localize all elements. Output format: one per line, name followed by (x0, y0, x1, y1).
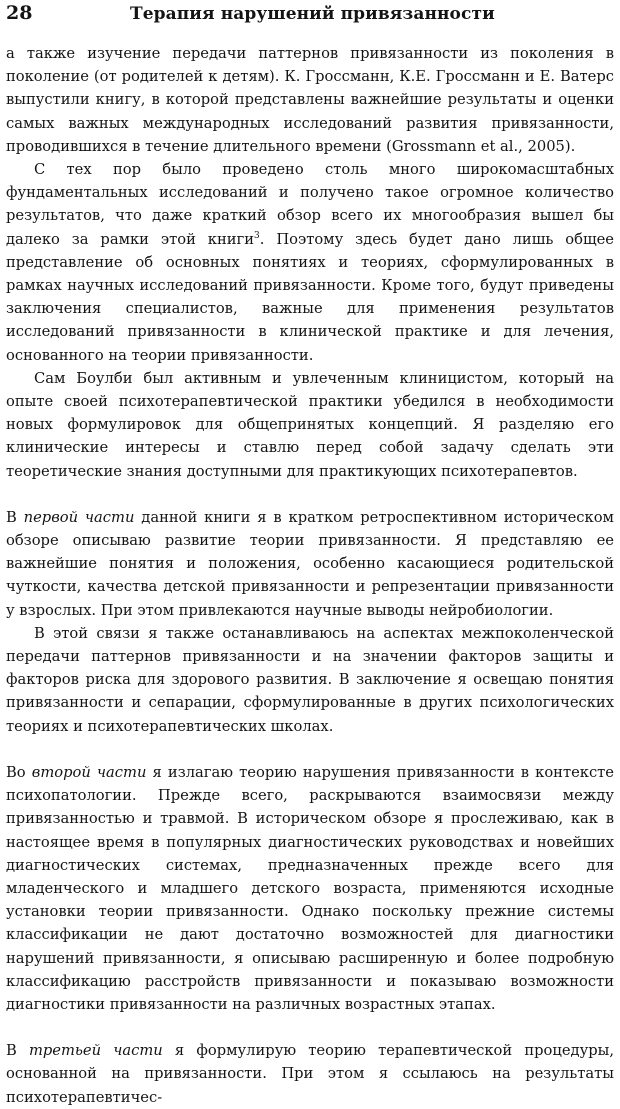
paragraph-lead: В (6, 508, 24, 526)
paragraph-lead: Во (6, 763, 32, 781)
emphasis-third-part: третьей части (28, 1042, 163, 1060)
paragraph-2-text-start: С тех пор было проведено столь много широкомасштабных фундаментальных исследований и получено такое огромное количество результатов, что даже краткий обзор всего их многообразия вышел бы далеко за рамки этой книги (6, 161, 614, 248)
paragraph-rest: данной книги я в кратком ретроспективном историческом обзоре описываю развитие теории привязанности. Я представляю ее важнейшие понятия и положения, особенно касающиеся родительской чуткости, качества детской привязанности и репрезентации привязанности у взрослых. При этом привлекаются научные выводы нейробиологии. (6, 508, 614, 619)
paragraph-rest: я излагаю теорию нарушения привязанности в контексте психопатологии. Прежде всего, раскрываются взаимосвязи между привязанностью и травмой. В историческом обзоре я прослеживаю, как в настоящее время в популярных диагностических руководствах и новейших диагностических системах, предназначенных прежде всего для младенческого и младшего детского возраста, применяются исходные установки теории привязанности. Однако поскольку прежние системы классификации не дают достаточно возможностей для диагностики нарушений привязанности, я описываю расширенную и более подробную классификацию расстройств привязанности и показываю возможности диагностики привязанности на различных возрастных этапах. (6, 763, 615, 1013)
paragraph-rest: я формулирую теорию терапевтической процедуры, основанной на привязанности. При этом я ссылаюсь на результаты психотерапевтичес- (6, 1042, 614, 1106)
paragraph-lead: В (6, 1042, 29, 1060)
paragraph-5: В этой связи я также останавливаюсь на аспектах межпоколенческой передачи паттернов привязанности и на значении факторов защиты и факторов риска для здорового развития. В заключение я освещаю понятия привязанности и сепарации, сформулированные в других психологических теориях и психотерапевтических школах. (6, 624, 614, 735)
paragraph-2-text-end: . Поэтому здесь будет дано лишь общее представление об основных понятиях и теориях, сформулированных в рамках научных исследований привязанности. Кроме того, будут приведены заключения специалистов, важные для применения результатов исследований привязанности в клинической практике и для лечения, основанного на теории привязанности. (6, 230, 614, 364)
paragraph-part-two (6, 761, 614, 1016)
page-header (6, 2, 614, 32)
running-title: Терапия нарушений привязанности (130, 4, 495, 24)
paragraph-part-one (6, 506, 614, 622)
page-number: 28 (6, 2, 33, 24)
footnote-marker[interactable]: 3 (254, 230, 260, 241)
paragraph-1: а также изучение передачи паттернов привязанности из поколения в поколение (от родителей к детям). К. Гроссманн, К.Е. Гроссманн и Е. Ватерс выпустили книгу, в которой представлены важнейшие результаты и оценки самых важных международных исследований развития привязанности, проводившихся в течение длительного времени (Grossmann et al., 2005). (6, 45, 614, 155)
paragraph-part-three (6, 1039, 614, 1109)
paragraph-2 (6, 158, 614, 367)
paragraph-3: Сам Боулби был активным и увлеченным клиницистом, который на опыте своей психотерапевтической практики убедился в необходимости новых формулировок для общепринятых концепций. Я разделяю его клинические интересы и ставлю перед собой задачу сделать эти теоретические знания доступными для практикующих психотерапевтов. (6, 369, 614, 480)
emphasis-second-part: второй части (31, 763, 147, 781)
page-body (6, 42, 614, 1109)
emphasis-first-part: первой части (23, 508, 135, 526)
